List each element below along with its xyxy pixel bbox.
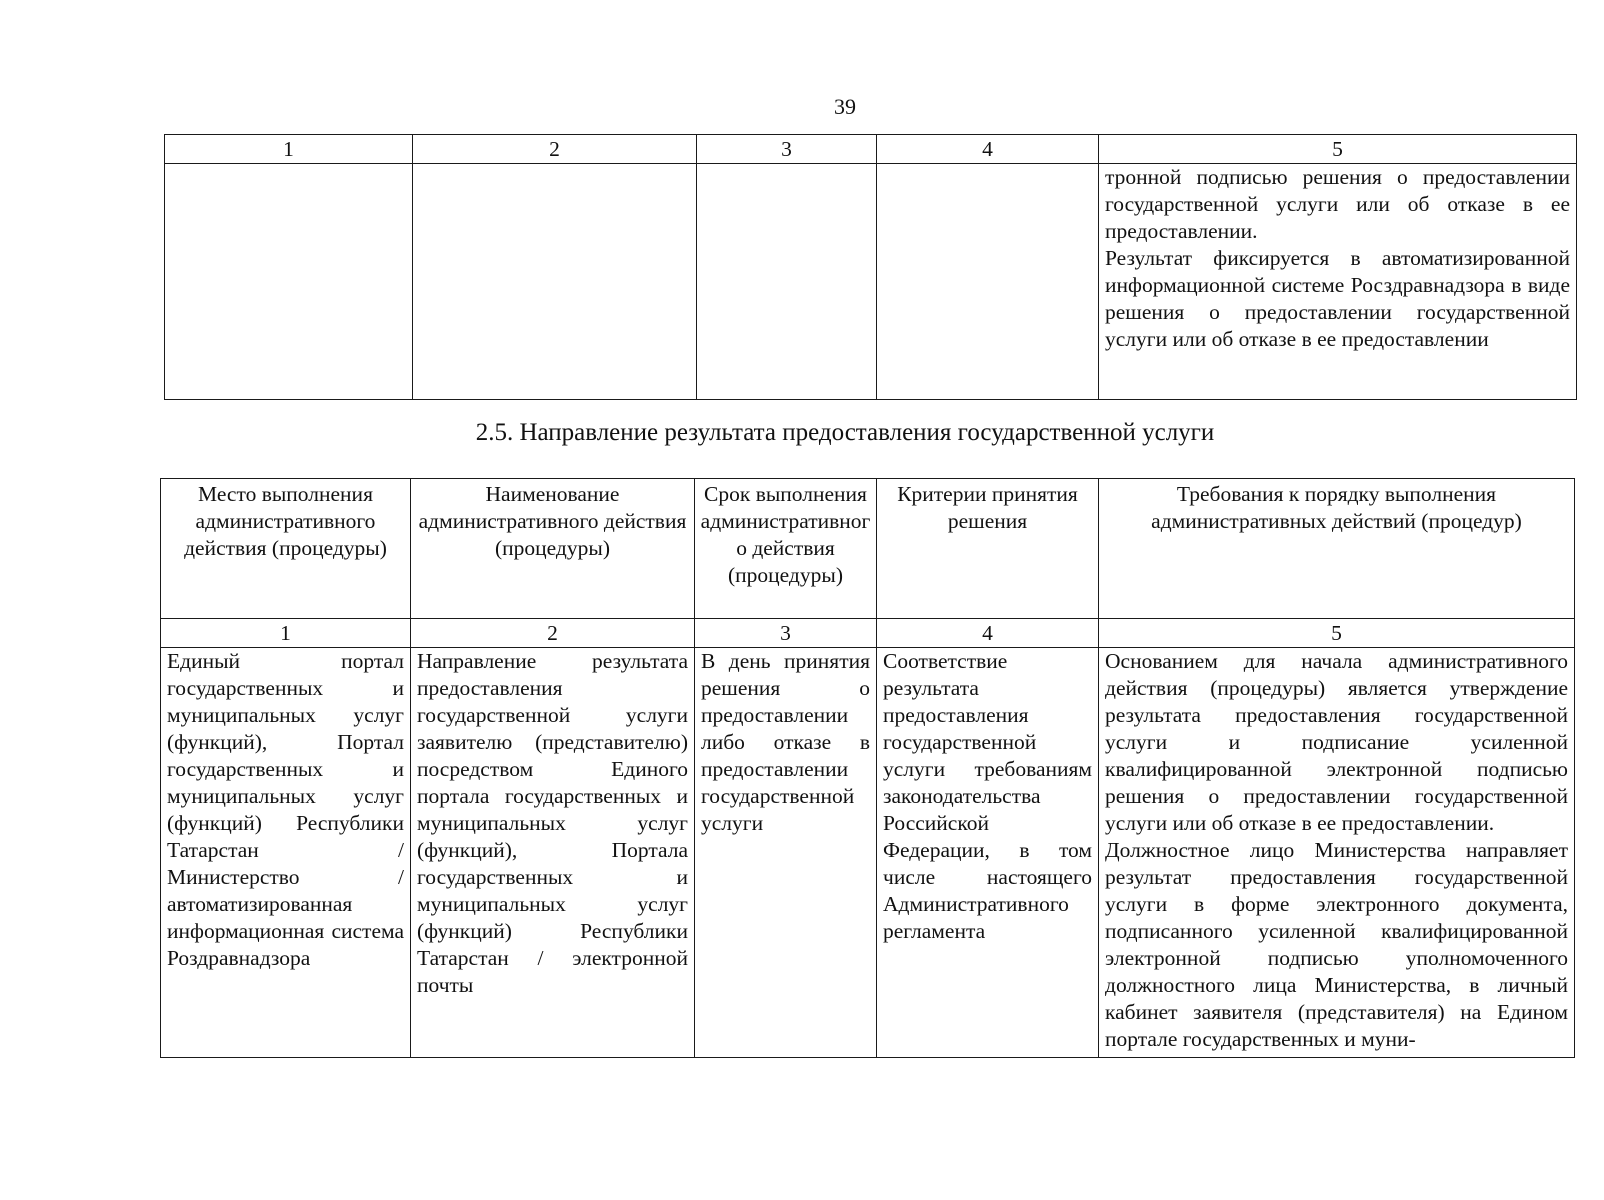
section-title: 2.5. Направление результата предоставления государственной услуги (475, 419, 1215, 446)
place-cell: Единый портал государственных и муниципальных услуг (функций), Портал государственных и муниципальных услуг (функций) Республики Татарстан / Министерство / автоматизированная информационная система Роздравнадзора (161, 648, 411, 1058)
column-number: 5 (1099, 135, 1577, 164)
column-number: 4 (877, 135, 1099, 164)
requirements-cell (1099, 164, 1577, 400)
column-number: 1 (165, 135, 413, 164)
empty-cell (877, 164, 1099, 400)
column-number-row (165, 135, 1577, 164)
criteria-cell: Соответствие результата предоставления государственной услуги требованиям законодательства Российской Федерации, в том числе настоящего Административного регламента (877, 648, 1099, 1058)
header-row (161, 479, 1575, 619)
paragraph: Основанием для начала административного действия (процедуры) является утверждение результата предоставления государственной услуги и подписание усиленной квалифицированной электронной подписью решения о предоставлении государственной услуги или об отказе в ее предоставлении. (1105, 649, 1568, 835)
deadline-cell: В день принятия решения о предоставлении либо отказе в предоставлении государственной услуги (695, 648, 877, 1058)
column-number: 5 (1099, 619, 1575, 648)
header-cell: Место выполнения административного действия (процедуры) (161, 479, 411, 619)
action-name-cell: Направление результата предоставления государственной услуги заявителю (представителю) посредством Единого портала государственных и муниципальных услуг (функций), Портала государственных и муниципальных услуг (функций) Республики Татарстан / электронной почты (411, 648, 695, 1058)
column-number: 2 (411, 619, 695, 648)
procedure-table (160, 478, 1575, 1058)
column-number: 4 (877, 619, 1099, 648)
paragraph: Должностное лицо Министерства направляет результат предоставления государственной услуги в форме электронного документа, подписанного усиленной квалифицированной электронной подписью уполномоченного должностного лица Министерства, в личный кабинет заявителя (представителя) на Едином портале государственных и муни- (1105, 838, 1568, 1051)
column-number: 3 (697, 135, 877, 164)
empty-cell (165, 164, 413, 400)
header-cell: Срок выполнения административного действия (процедуры) (695, 479, 877, 619)
header-cell: Требования к порядку выполнения административных действий (процедур) (1099, 479, 1575, 619)
empty-cell (697, 164, 877, 400)
empty-cell (413, 164, 697, 400)
header-cell: Наименование административного действия (процедуры) (411, 479, 695, 619)
column-number: 3 (695, 619, 877, 648)
column-number: 2 (413, 135, 697, 164)
column-number-row (161, 619, 1575, 648)
header-cell: Критерии принятия решения (877, 479, 1099, 619)
paragraph: Результат фиксируется в автоматизированной информационной системе Росздравнадзора в виде решения о предоставлении государственной услуги или об отказе в ее предоставлении (1105, 246, 1570, 351)
table-row (161, 648, 1575, 1058)
table-row (165, 164, 1577, 400)
column-number: 1 (161, 619, 411, 648)
continued-table (164, 134, 1577, 400)
requirements-cell (1099, 648, 1575, 1058)
paragraph: тронной подписью решения о предоставлении государственной услуги или об отказе в ее предоставлении. (1105, 165, 1570, 243)
page-number: 39 (834, 94, 856, 119)
